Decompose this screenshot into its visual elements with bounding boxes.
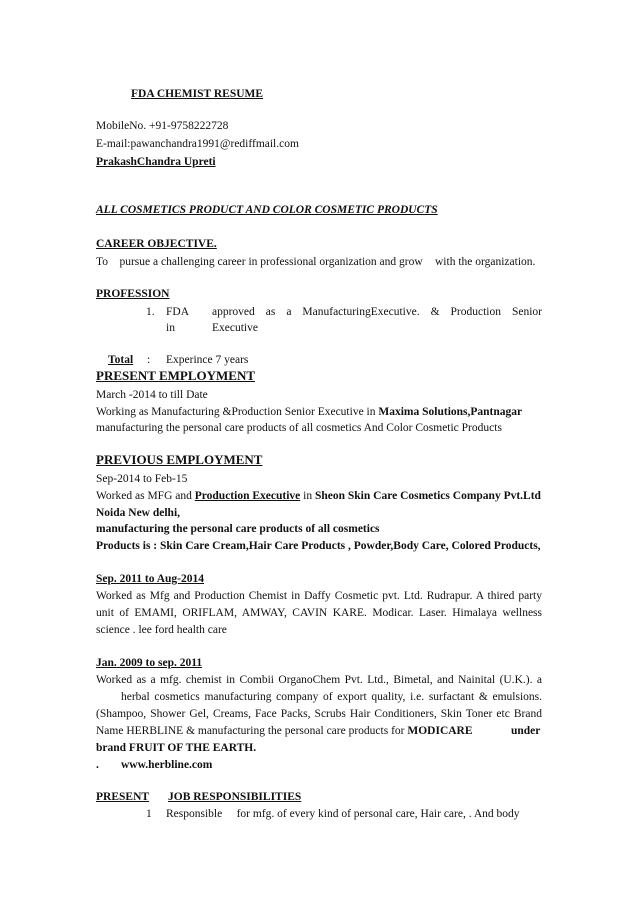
present-employment-line1 — [96, 404, 522, 420]
job1-in: in — [300, 490, 315, 502]
job1-description: manufacturing the personal care products of all cosmetics — [96, 523, 380, 535]
responsibility-text: Responsible for mfg. of every kind of personal care, Hair care, . And body — [166, 808, 520, 820]
present-employment-line2: manufacturing the personal care products of all cosmetics And Color Cosmetic Products — [96, 422, 502, 434]
job1-title: Production Executive — [194, 490, 301, 502]
job3-line4 — [96, 723, 473, 739]
profession-text-cont: in — [166, 322, 175, 334]
profession-text: approved as a ManufacturingExecutive. & Production Senior Executive — [212, 306, 542, 334]
present-employment-company: Maxima Solutions,Pantnagar — [378, 406, 523, 418]
candidate-name: PrakashChandra Upreti — [96, 156, 216, 168]
job2-date-range: 2011 to Aug-2014 — [116, 573, 204, 585]
job2-line2: unit of EMAMI, ORIFLAM, AMWAY, CAVIN KARE. Modicar. Laser. Himalaya wellness — [96, 607, 542, 619]
job2-line3: science . lee ford health care — [96, 624, 227, 636]
job2-line1: Worked as Mfg and Production Chemist in Daffy Cosmetic pvt. Ltd. Rudrapur. A thired party — [96, 590, 542, 602]
job3-bullet: . — [96, 759, 99, 771]
job3-website: www.herbline.com — [121, 759, 213, 771]
job3-date-range: 2009 to sep. 2011 — [116, 657, 203, 669]
mobile-number: MobileNo. +91-9758222728 — [96, 120, 229, 132]
job3-brand: brand FRUIT OF THE EARTH. — [96, 742, 257, 754]
job1-line1 — [96, 488, 541, 504]
career-objective-text-end: with the organization. — [435, 256, 536, 268]
job1-date: Sep-2014 to Feb-15 — [96, 473, 188, 485]
previous-employment-heading: PREVIOUS EMPLOYMENT — [96, 452, 263, 467]
profession-item-number: 1. — [146, 306, 155, 318]
responsibilities-heading: JOB RESPONSIBILITIES — [168, 791, 302, 803]
profession-heading: PROFESSION — [96, 288, 170, 300]
career-objective-text: To pursue a challenging career in professional organization and grow — [96, 256, 423, 268]
resume-title: FDA CHEMIST RESUME — [131, 88, 264, 100]
products-banner: ALL COSMETICS PRODUCT AND COLOR COSMETIC PRODUCTS — [96, 204, 438, 216]
job3-line4-under: under — [511, 725, 541, 737]
career-objective-heading: CAREER OBJECTIVE. — [96, 238, 217, 250]
present-employment-date: March -2014 to till Date — [96, 389, 208, 401]
total-colon: : — [147, 354, 151, 366]
responsibility-number: 1 — [146, 808, 152, 820]
total-experience: Experince 7 years — [166, 354, 249, 366]
total-label: Total — [108, 354, 134, 366]
job3-line4-text: Name HERBLINE & manufacturing the personal care products for — [96, 725, 408, 737]
job1-location: Noida New delhi, — [96, 507, 181, 519]
job1-role: Worked as MFG and — [96, 490, 195, 502]
job3-line1: Worked as a mfg. chemist in Combii OrganoChem Pvt. Ltd., Bimetal, and Nainital (U.K.). a — [96, 674, 542, 686]
job3-date-month: Jan. — [96, 657, 117, 669]
job2-date-month: Sep. — [96, 573, 117, 585]
profession-fda: FDA — [166, 306, 190, 318]
job3-line2: herbal cosmetics manufacturing company of export quality, i.e. surfactant & emulsions. — [121, 691, 542, 703]
email-address: E-mail:pawanchandra1991@rediffmail.com — [96, 138, 299, 150]
job3-line3: (Shampoo, Shower Gel, Creams, Face Packs, Scrubs Hair Conditioners, Skin Toner etc Brand — [96, 708, 542, 720]
present-employment-role: Working as Manufacturing &Production Senior Executive in — [96, 406, 379, 418]
present-employment-heading: PRESENT EMPLOYMENT — [96, 368, 256, 383]
responsibilities-heading-present: PRESENT — [96, 791, 150, 803]
job1-company: Sheon Skin Care Cosmetics Company Pvt.Ltd — [314, 490, 541, 502]
job1-products: Products is : Skin Care Cream,Hair Care Products , Powder,Body Care, Colored Products, — [96, 540, 541, 552]
job3-client: MODICARE — [407, 725, 473, 737]
job2-date — [96, 571, 204, 587]
job3-date — [96, 655, 202, 671]
